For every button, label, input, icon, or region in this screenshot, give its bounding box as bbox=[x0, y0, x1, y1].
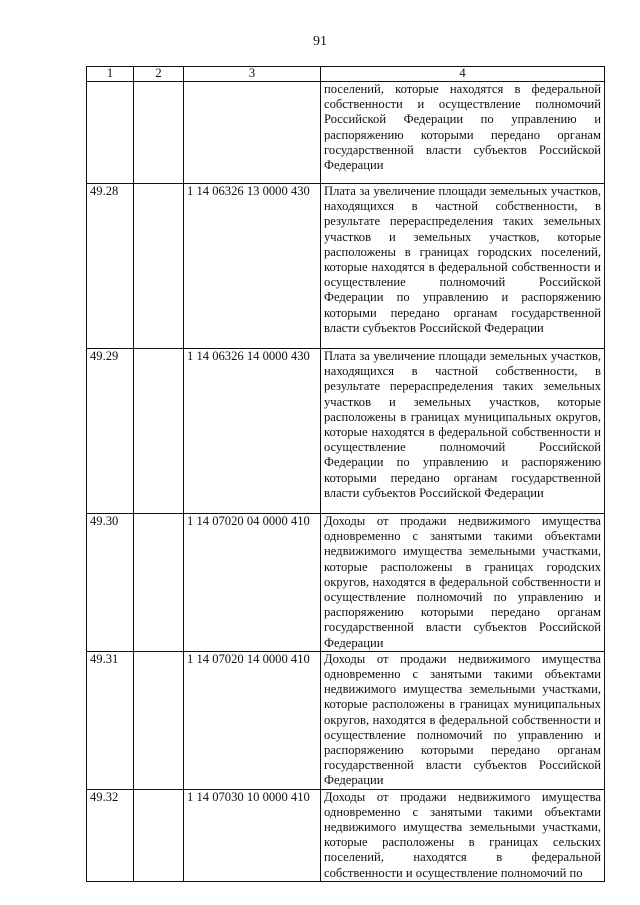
row-number: 49.28 bbox=[87, 184, 134, 349]
row-number bbox=[87, 82, 134, 184]
row-col2 bbox=[134, 789, 184, 881]
table-row bbox=[87, 82, 605, 184]
row-col2 bbox=[134, 514, 184, 652]
row-col2 bbox=[134, 651, 184, 789]
row-description: Доходы от продажи недвижимого имущества одновременно с занятыми такими объектами недвижимого имущества земельными участками, которые расположены в границах городских округов, находятся в федеральной собственности и осуществление полномочий по управлению и распоряжению которыми передано органам государственной власти субъектов Российской Федерации bbox=[321, 514, 605, 652]
table-row bbox=[87, 349, 605, 514]
row-code: 1 14 06326 13 0000 430 bbox=[184, 184, 321, 349]
table-row bbox=[87, 184, 605, 349]
table-row bbox=[87, 514, 605, 652]
row-description: Доходы от продажи недвижимого имущества одновременно с занятыми такими объектами недвижимого имущества земельными участками, которые расположены в границах сельских поселений, находятся в федеральной собственности и осуществление полномочий по bbox=[321, 789, 605, 881]
table-header-row bbox=[87, 67, 605, 82]
row-description: Плата за увеличение площади земельных участков, находящихся в частной собственности, в результате перераспределения таких земельных участков и земельных участков, которые расположены в границах городских поселений, которые находятся в федеральной собственности и осуществление полномочий Российской Федерации по управлению и распоряжению которыми передано органам государственной власти субъектов Российской Федерации bbox=[321, 184, 605, 349]
header-col-2: 2 bbox=[134, 67, 184, 82]
row-description: поселений, которые находятся в федеральной собственности и осуществление полномочий Российской Федерации по управлению и распоряжению которыми передано органам государственной власти субъектов Российской Федерации bbox=[321, 82, 605, 184]
header-col-4: 4 bbox=[321, 67, 605, 82]
row-description: Плата за увеличение площади земельных участков, находящихся в частной собственности, в результате перераспределения таких земельных участков и земельных участков, которые расположены в границах муниципальных округов, которые находятся в федеральной собственности и осуществление полномочий Российской Федерации по управлению и распоряжению которыми передано органам государственной власти субъектов Российской Федерации bbox=[321, 349, 605, 514]
row-code: 1 14 06326 14 0000 430 bbox=[184, 349, 321, 514]
row-number: 49.29 bbox=[87, 349, 134, 514]
header-col-3: 3 bbox=[184, 67, 321, 82]
row-number: 49.30 bbox=[87, 514, 134, 652]
row-code: 1 14 07020 04 0000 410 bbox=[184, 514, 321, 652]
row-col2 bbox=[134, 82, 184, 184]
row-code: 1 14 07020 14 0000 410 bbox=[184, 651, 321, 789]
page-number: 91 bbox=[313, 34, 327, 49]
row-col2 bbox=[134, 184, 184, 349]
header-col-1: 1 bbox=[87, 67, 134, 82]
row-code: 1 14 07030 10 0000 410 bbox=[184, 789, 321, 881]
table-row bbox=[87, 789, 605, 881]
row-code bbox=[184, 82, 321, 184]
row-col2 bbox=[134, 349, 184, 514]
row-number: 49.32 bbox=[87, 789, 134, 881]
row-number: 49.31 bbox=[87, 651, 134, 789]
budget-codes-table bbox=[86, 66, 605, 882]
table-row bbox=[87, 651, 605, 789]
row-description: Доходы от продажи недвижимого имущества одновременно с занятыми такими объектами недвижимого имущества земельными участками, которые расположены в границах муниципальных округов, находятся в федеральной собственности и осуществление полномочий по управлению и распоряжению которыми передано органам государственной власти субъектов Российской Федерации bbox=[321, 651, 605, 789]
